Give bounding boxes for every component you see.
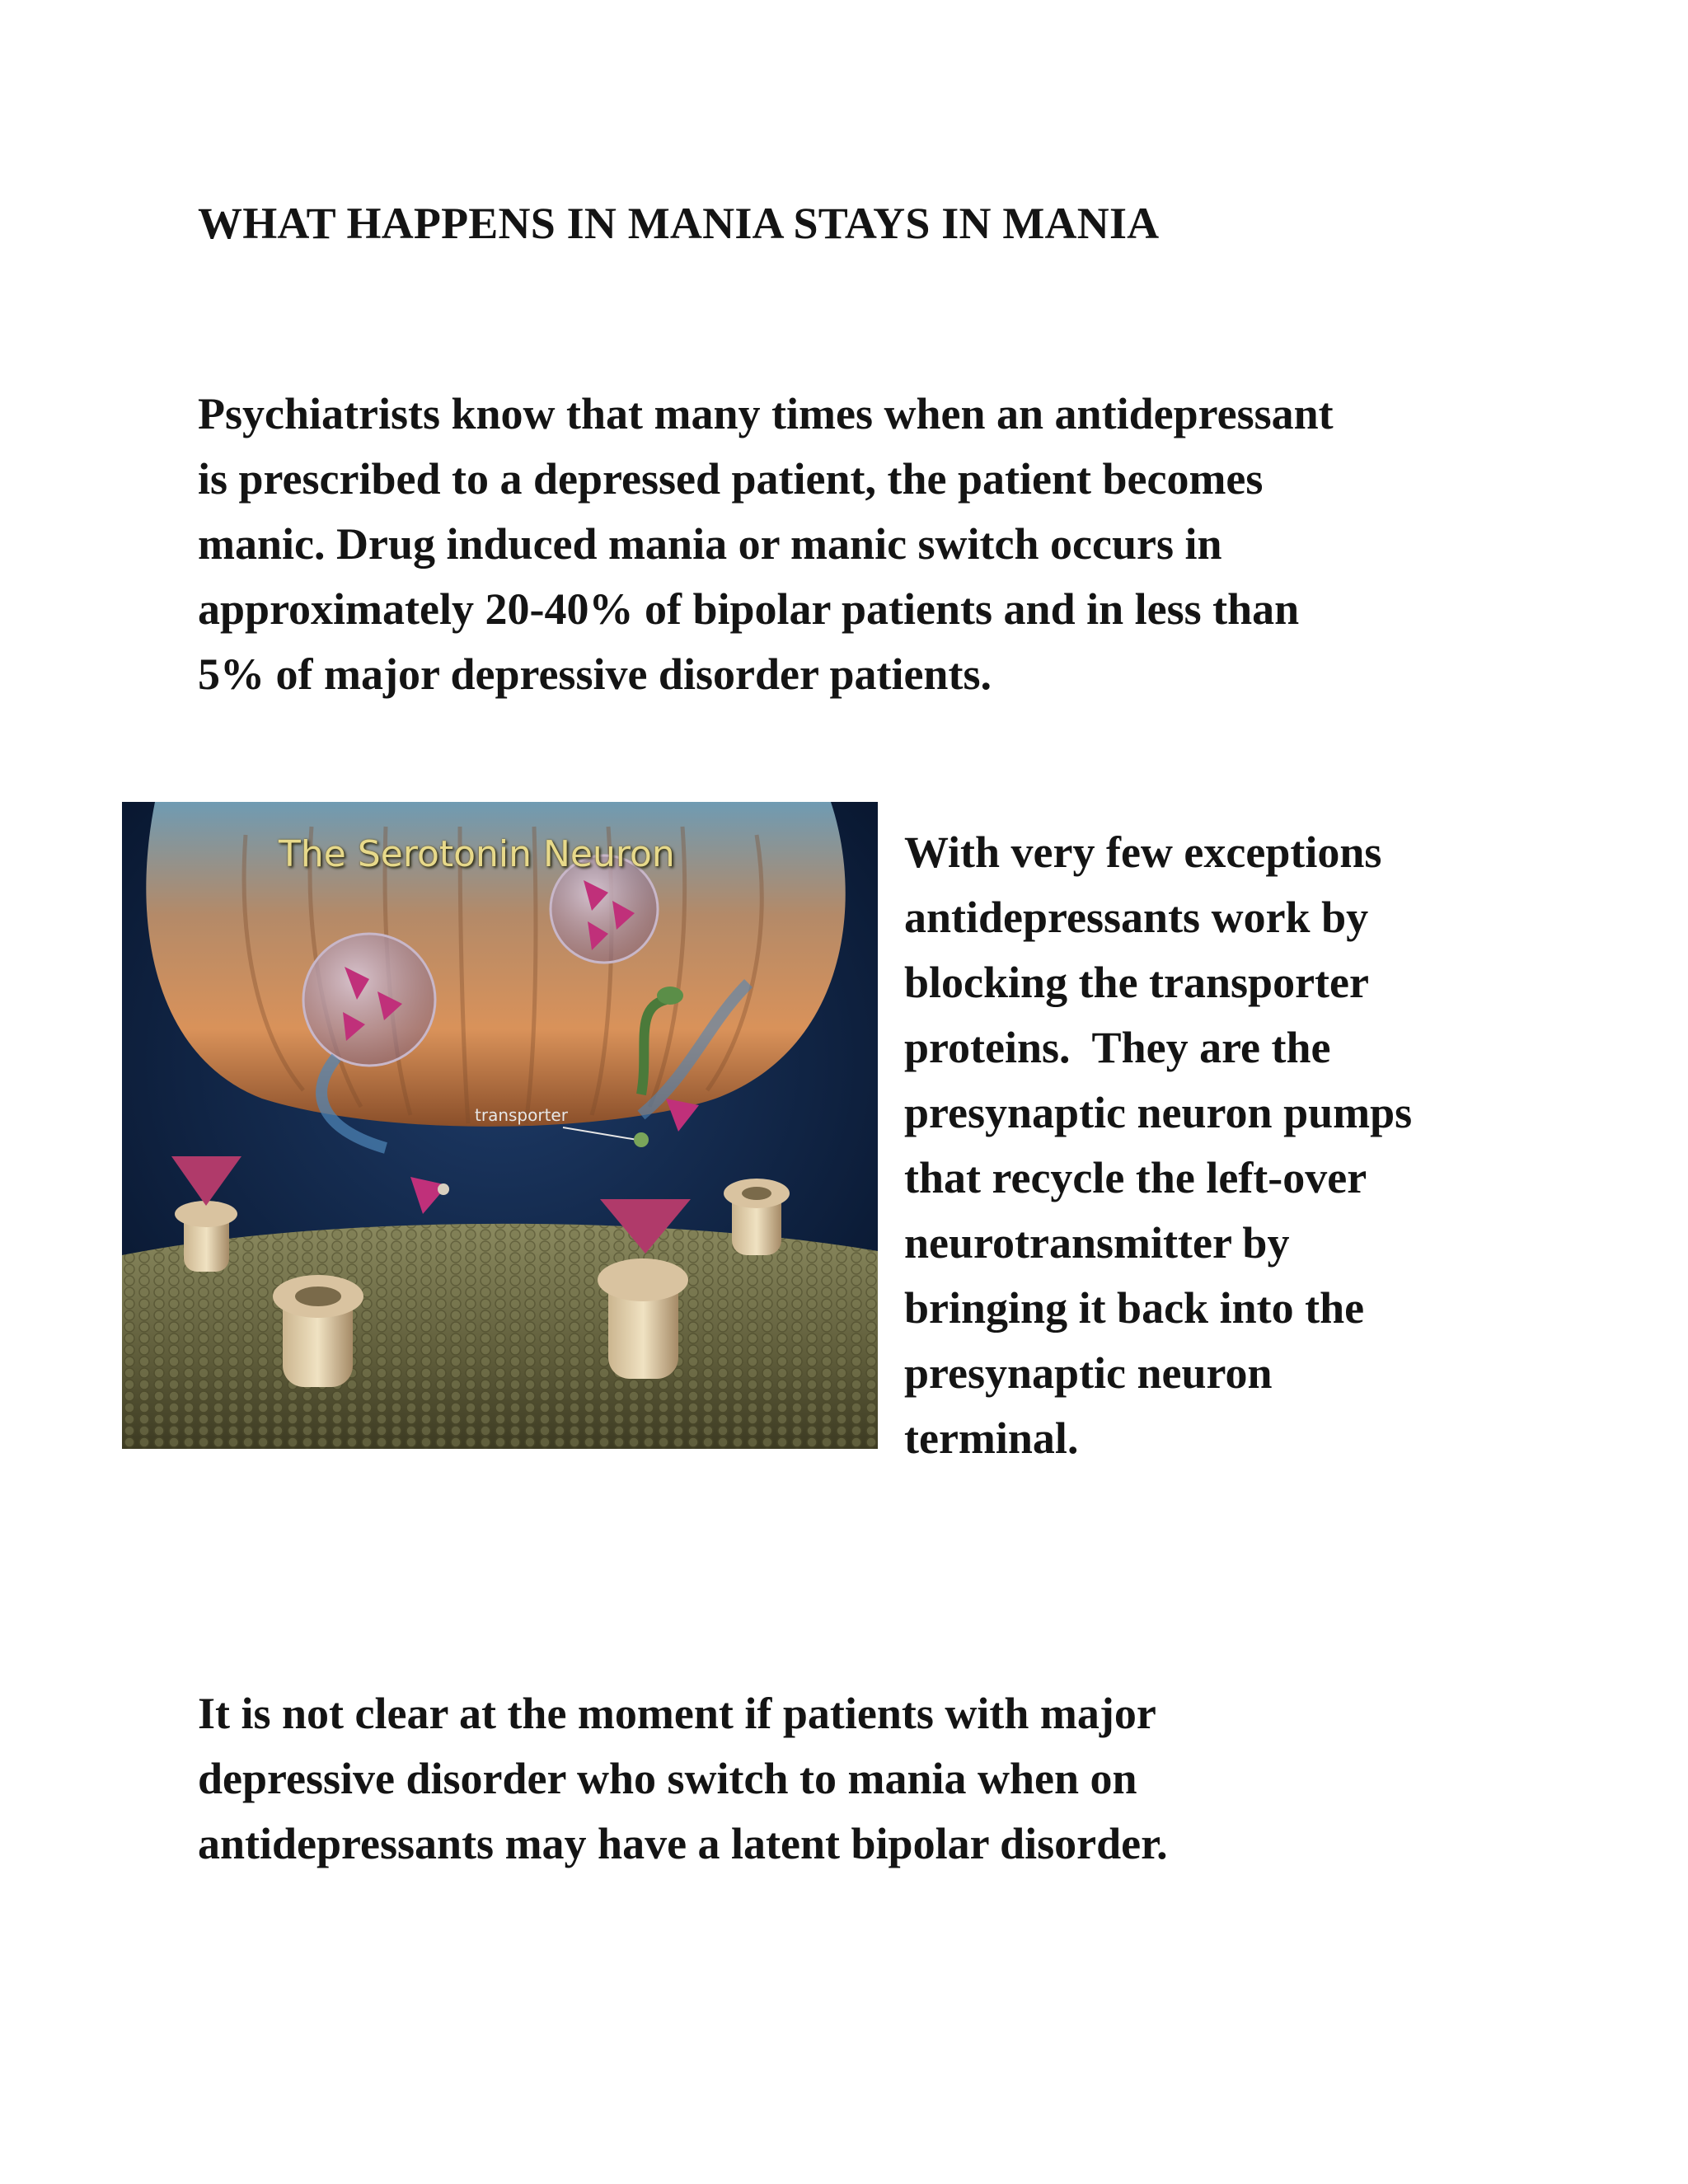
paragraph-line: Psychiatrists know that many times when an antidepressant	[198, 389, 1334, 438]
paragraph-line: terminal.	[904, 1413, 1079, 1463]
paragraph-line: 5% of major depressive disorder patients.	[198, 649, 992, 699]
intro-paragraph	[198, 382, 1484, 707]
figure-title: The Serotonin Neuron	[279, 833, 675, 875]
page-title: WHAT HAPPENS IN MANIA STAYS IN MANIA	[198, 199, 1160, 248]
paragraph-line: approximately 20-40% of bipolar patients and in less than	[198, 584, 1300, 634]
paragraph-line: It is not clear at the moment if patients with major	[198, 1689, 1156, 1738]
paragraph-line: neurotransmitter by	[904, 1218, 1290, 1268]
paragraph-line: With very few exceptions	[904, 827, 1382, 877]
neuron-artwork	[122, 802, 878, 1449]
closing-paragraph	[198, 1681, 1484, 1877]
paragraph-line: is prescribed to a depressed patient, the patient becomes	[198, 454, 1264, 504]
transporter-label: transporter	[475, 1105, 568, 1125]
paragraph-line: bringing it back into the	[904, 1283, 1365, 1333]
paragraph-line: proteins. They are the	[904, 1023, 1331, 1072]
transporter-paragraph	[904, 820, 1498, 1471]
paragraph-line: depressive disorder who switch to mania when on	[198, 1754, 1137, 1803]
paragraph-line: antidepressants work by	[904, 893, 1369, 942]
paragraph-line: presynaptic neuron	[904, 1348, 1273, 1398]
paragraph-line: antidepressants may have a latent bipolar disorder.	[198, 1819, 1168, 1868]
paragraph-line: presynaptic neuron pumps	[904, 1088, 1413, 1137]
paragraph-line: manic. Drug induced mania or manic switch occurs in	[198, 519, 1222, 569]
serotonin-neuron-illustration	[122, 802, 878, 1449]
paragraph-line: that recycle the left-over	[904, 1153, 1367, 1202]
paragraph-line: blocking the transporter	[904, 958, 1369, 1007]
